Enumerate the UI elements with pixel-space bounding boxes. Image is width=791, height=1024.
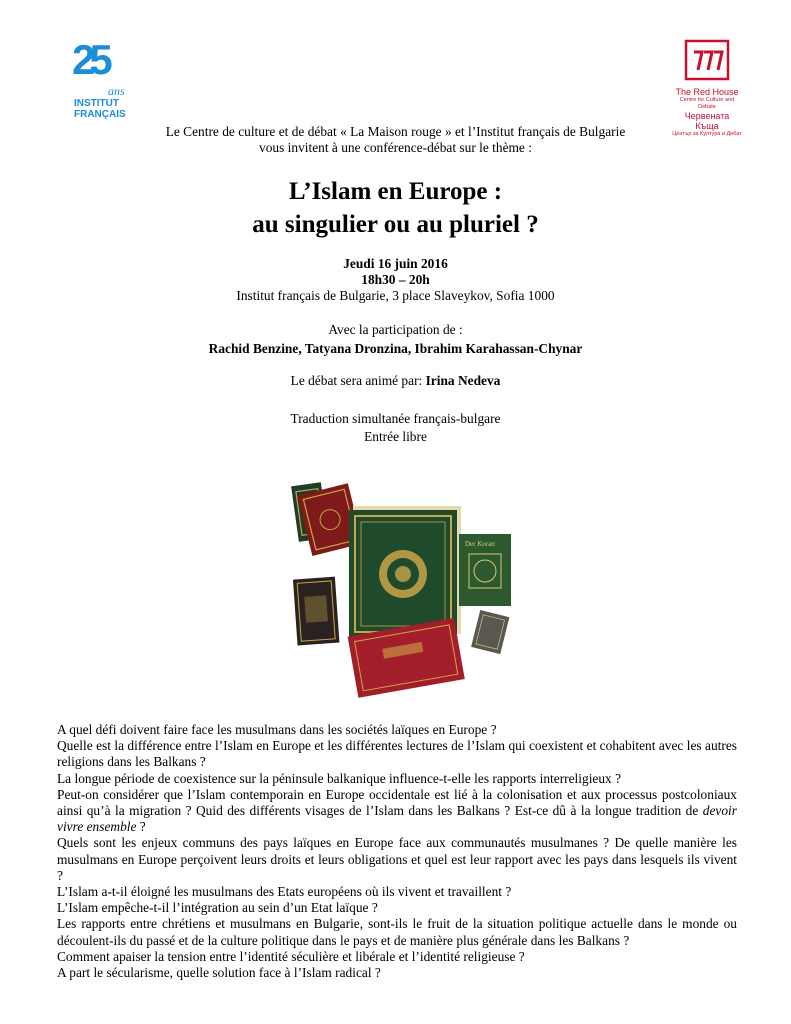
logo-ans: ans <box>108 84 125 98</box>
question-5: Quels sont les enjeux communs des pays laïques en Europe face aux communautés musulmanes ? De quelle manière les musulmans en Europe perçoivent leurs droits et leurs obligations et quel est leur rapport avec les pays dans lesquels ils vivent ? <box>57 835 737 883</box>
intro-line-1: Le Centre de culture et de débat « La Maison rouge » et l’Institut français de Bulgarie <box>165 124 626 139</box>
question-9: Comment apaiser la tension entre l’identité séculière et libérale et l’identité religieuse ? <box>57 948 525 964</box>
title-line-1: L’Islam en Europe : <box>288 178 503 205</box>
question-6: L’Islam a-t-il éloigné les musulmans des Etats européens où ils vivent et travaillent ? <box>57 884 512 900</box>
red-house-bg-name: Червената Къща <box>684 111 730 131</box>
moderator <box>0 373 791 389</box>
question-7: L’Islam empêche-t-il l’intégration au sein d’un Etat laïque ? <box>57 900 378 916</box>
question-8: Les rapports entre chrétiens et musulmans en Bulgarie, sont-ils le fruit de la situation politique actuelle dans le monde ou découlent-ils du passé et de la culture politique dans le pays et de manière plus générale dans les Balkans ? <box>57 916 737 948</box>
event-place: Institut français de Bulgarie, 3 place Slaveykov, Sofia 1000 <box>236 288 555 303</box>
red-house-bg-subtitle: Център за Култура и Дебат <box>672 131 742 137</box>
book-small-grey <box>471 610 509 654</box>
question-2: Quelle est la différence entre l’Islam en Europe et les différentes lectures de l’Islam qui coexistent et cohabitent avec les autres religions dans les Balkans ? <box>57 738 737 770</box>
institut-francais-25-ans-logo <box>70 36 140 122</box>
koran-books-image <box>285 478 517 708</box>
book-der-koran <box>459 534 511 606</box>
page-title <box>0 175 791 241</box>
red-house-subtitle: Centre for Culture and Debate <box>679 97 735 110</box>
title-line-2: au singulier ou au pluriel ? <box>252 211 539 238</box>
question-1: A quel défi doivent faire face les musulmans dans les sociétés laïques en Europe ? <box>57 722 497 737</box>
participation-label: Avec la participation de : <box>328 322 463 337</box>
book-dark-left <box>293 577 340 646</box>
entry-info: Entrée libre <box>364 429 427 444</box>
questions-list <box>57 722 737 981</box>
book-large-green <box>349 506 461 638</box>
participant-names: Rachid Benzine, Tatyana Dronzina, Ibrahim Karahassan-Chynar <box>208 341 583 356</box>
event-time: 18h30 – 20h <box>361 272 430 287</box>
red-house-name: The Red House <box>675 87 739 97</box>
question-4 <box>57 787 737 836</box>
question-10: A part le sécularisme, quelle solution face à l’Islam radical ? <box>57 965 381 981</box>
moderator-label: Le débat sera animé par: <box>290 373 426 388</box>
logo-number: 25 <box>72 36 107 83</box>
red-house-logo <box>672 38 742 137</box>
moderator-name: Irina Nedeva <box>425 373 501 388</box>
red-house-mark-icon <box>683 38 731 82</box>
question-4-emphasis: devoir vivre ensemble <box>57 803 737 835</box>
question-4-end: ? <box>136 819 146 835</box>
der-koran-label: Der Koran <box>465 540 495 548</box>
event-date: Jeudi 16 juin 2016 <box>343 256 448 271</box>
question-3: La longue période de coexistence sur la péninsule balkanique influence-t-elle les rapports interreligieux ? <box>57 770 622 786</box>
intro <box>0 124 791 156</box>
intro-line-2: vous invitent à une conférence-débat sur le thème : <box>259 140 532 155</box>
logo-francais: FRANÇAIS <box>74 109 126 120</box>
translation-info: Traduction simultanée français-bulgare <box>290 411 501 426</box>
logo-institut: INSTITUT <box>74 98 119 109</box>
question-4-text: Peut-on considérer que l’Islam contemporain en Europe occidentale est lié à la colonisation et aux processus postcoloniaux ainsi qu’à la migration ? Quid des différents visages de l’Islam dans les Balkans ? Est-ce dû à la longue tradition de <box>57 786 737 819</box>
